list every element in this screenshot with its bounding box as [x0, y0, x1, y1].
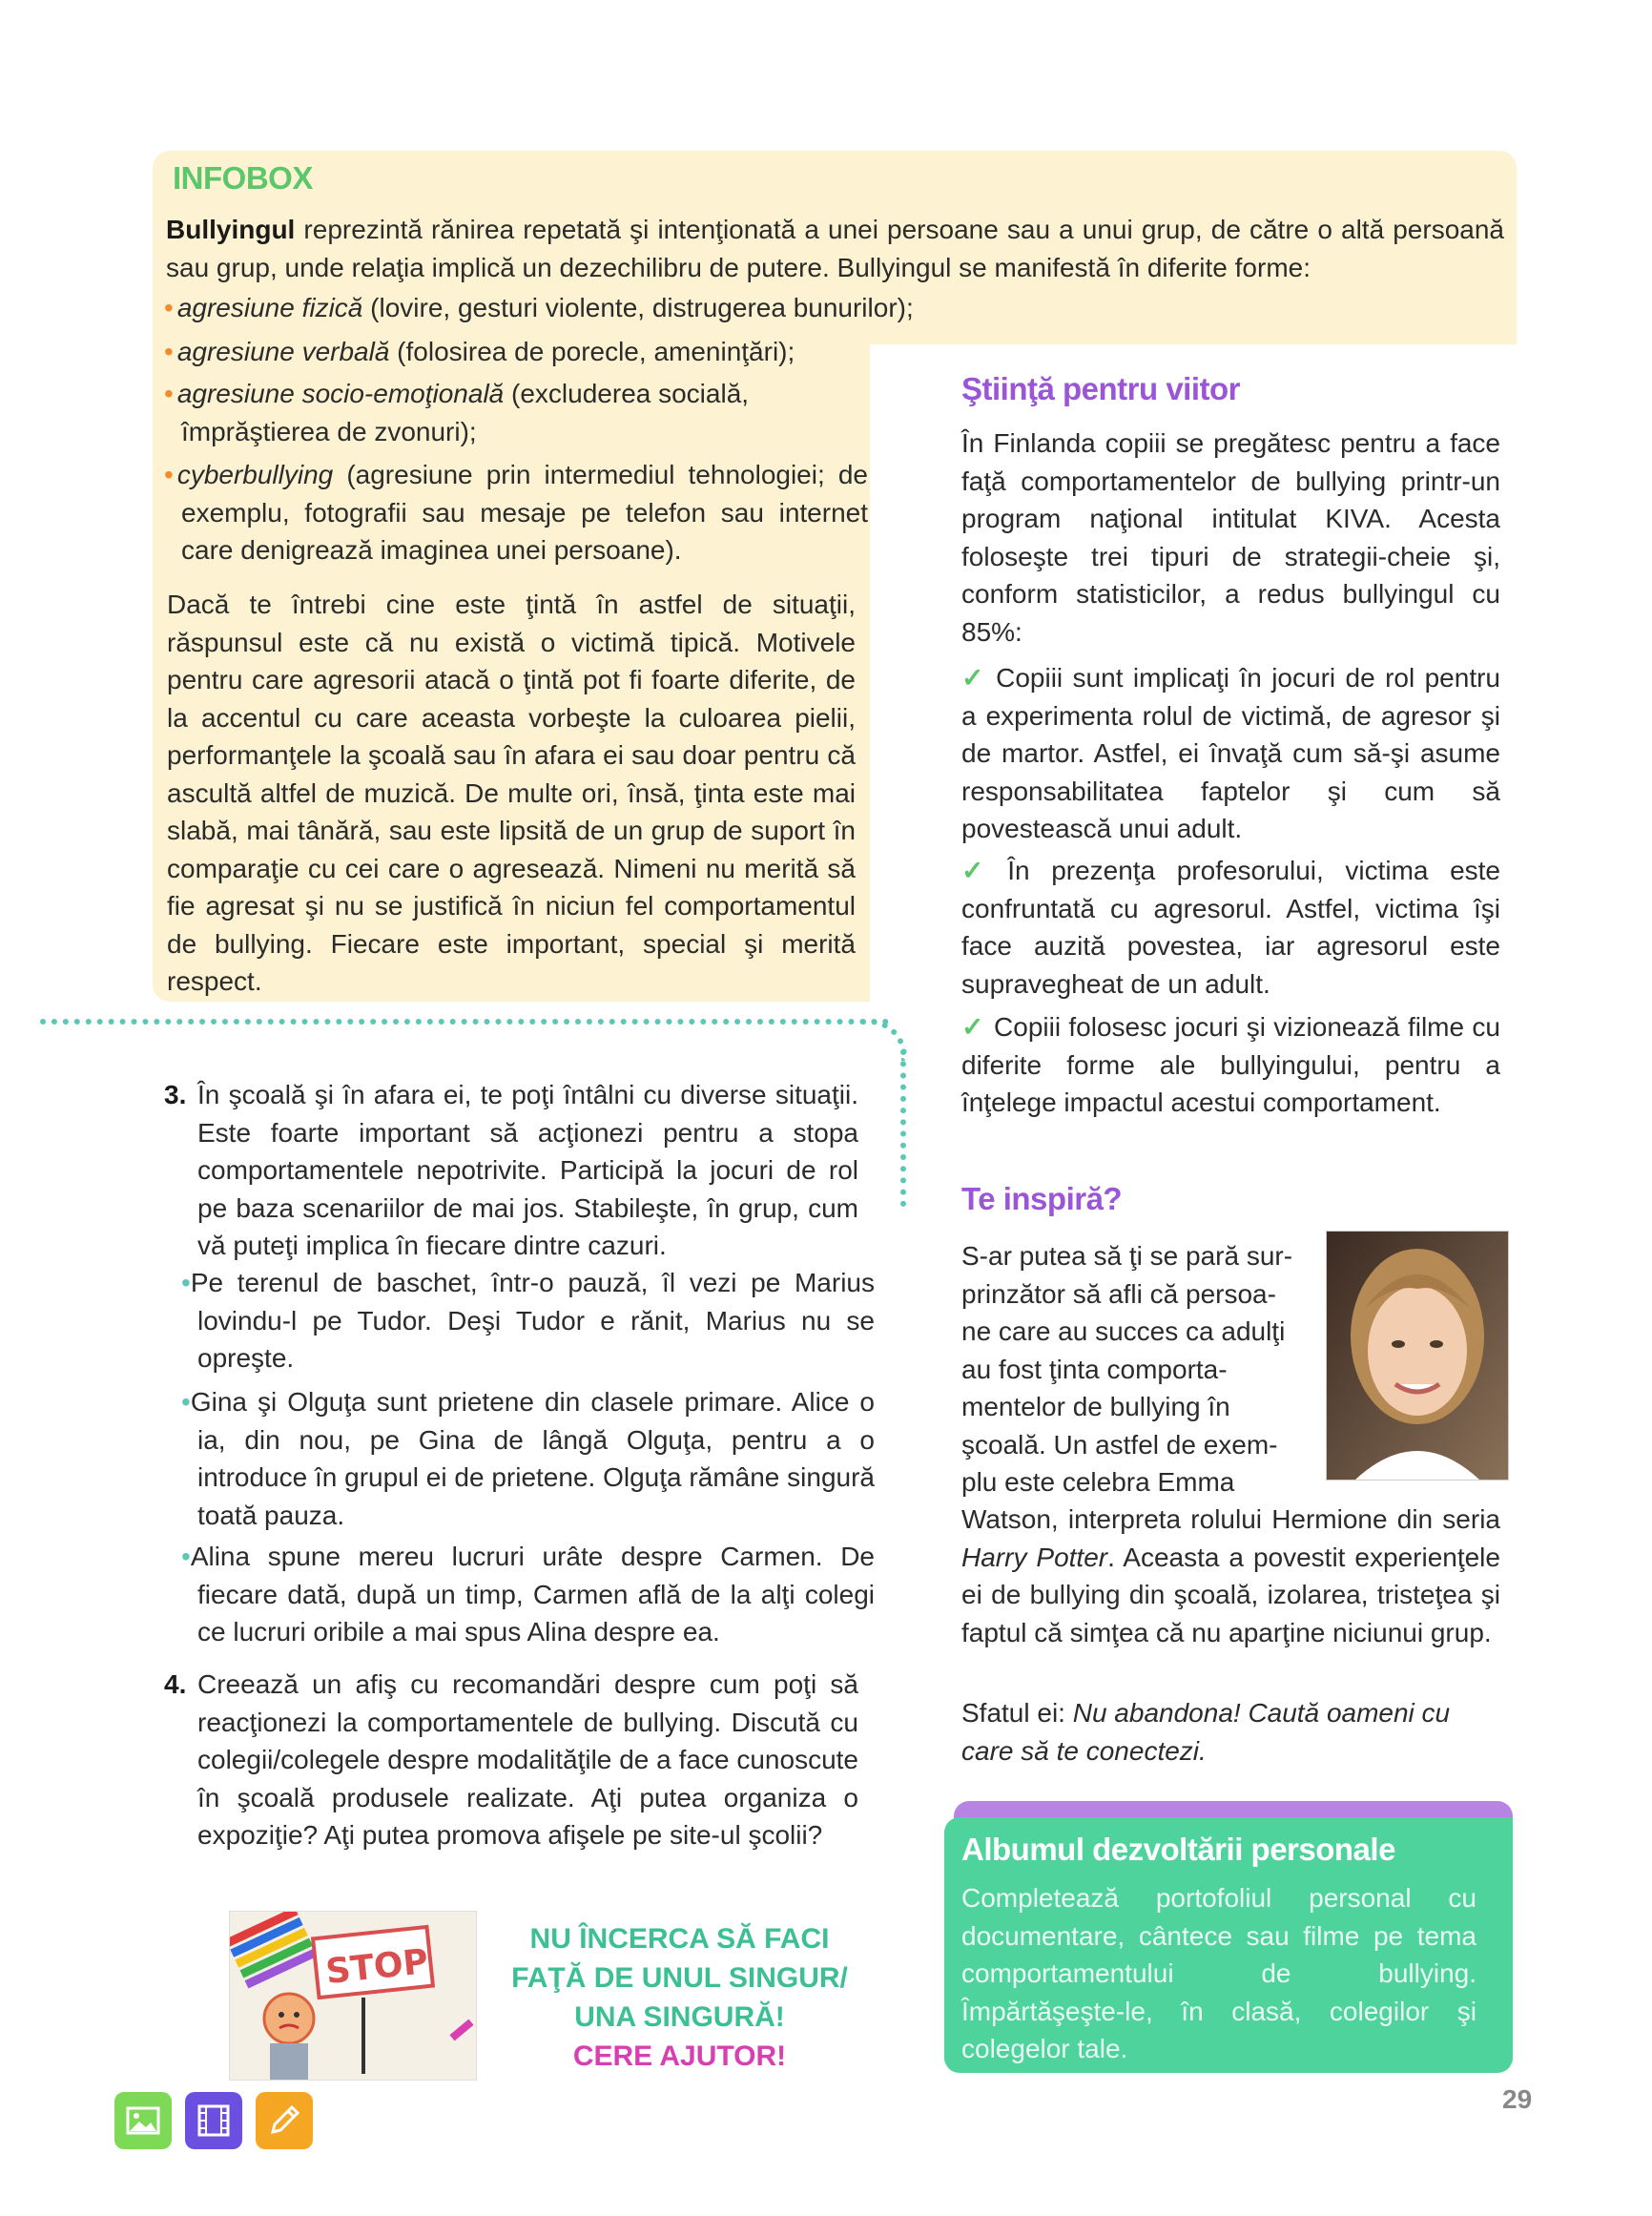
dotted-divider-horizontal — [40, 1019, 889, 1025]
infobox-item-3: • agresiune socio-emoţională (excluderea socială, împrăştierea de zvonuri); — [164, 379, 750, 446]
slogan-line-4: CERE AJUTOR! — [572, 2040, 787, 2072]
infobox-item-4: • cyberbullying (agresiune prin intermediul tehnologiei; de exemplu, fotografii sau mesaje pe telefon sau internet care denigrează imaginea unei persoane). — [164, 460, 868, 565]
inspira-text-beside-photo: S-ar putea să ţi se pară sur- prinzător să afli că persoa- ne care au succes ca adulţi au fost ţinta comporta- mentelor de bullying în şcoală. Un astfel de exem- plu este celebra Emma — [961, 1241, 1293, 1497]
infobox-intro — [166, 211, 1504, 286]
page-number: 29 — [1502, 2084, 1533, 2114]
emma-watson-photo — [1326, 1231, 1509, 1481]
stiinta-intro: În Finlanda copiii se pregătesc pentru a face faţă comportamentelor de bullying printr-un program naţional intitulat KIVA. Acesta foloseşte trei tipuri de strategii-cheie şi, conform statisticilor, a redus bullyingul cu 85%: — [961, 428, 1500, 647]
infobox-item-2: • agresiune verbală (folosirea de porecle, ameninţări); — [164, 337, 795, 366]
exercise-4-text: Creează un afiş cu recomandări despre cum poţi să reacţionezi la comportamentele de bullying. Discută cu colegii/colegele despre modalităţile de a face cunoscute în şcoală produsele realizate. Aţi putea organiza o expoziţie? Aţi putea promova afişele pe site-ul şcolii? — [197, 1669, 858, 1850]
infobox-item-1: • agresiune fizică (lovire, gesturi violente, distrugerea bunurilor); — [164, 293, 914, 322]
exercise-3-bullet-3: •Alina spune mereu lucruri urâte despre Carmen. De fiecare dată, după un timp, Carmen află de la alţi colegi ce lucruri oribile a mai spus Alina despre ea. — [181, 1542, 875, 1646]
stiinta-point-1: ✓ Copiii sunt implicaţi în jocuri de rol pentru a experimenta rolul de victimă, de agresor şi de martor. Astfel, ei învaţă cum să-şi asume responsabilitatea faptelor şi cum să povestească unui adult. — [961, 663, 1501, 843]
film-icon[interactable] — [185, 2092, 242, 2149]
stiinta-title: Ştiinţă pentru viitor — [961, 371, 1241, 406]
exercise-3-bullet-1: •Pe terenul de baschet, într-o pauză, îl vezi pe Marius lovindu-l pe Tudor. Deşi Tudor e rănit, Marius nu se opreşte. — [181, 1268, 875, 1373]
check-icon: ✓ — [961, 1012, 985, 1042]
album-text: Completează portofoliul personal cu documentare, cântece sau filme pe tema comportamentului de bullying. Împărtăşeşte-le, în clasă, colegilor şi colegelor tale. — [961, 1883, 1476, 2063]
image-icon[interactable] — [114, 2092, 172, 2149]
slogan-line-3: UNA SINGURĂ! — [574, 2001, 785, 2033]
inspira-text-rest: Watson, interpreta rolului Hermione din seria Harry Potter. Aceasta a povestit experienţele ei de bullying din şcoală, izolarea, tristeţea şi faptul că simţea că nu aparţine niciunui grup. — [961, 1504, 1500, 1647]
slogan-line-2: FAŢĂ DE UNUL SINGUR/ — [511, 1962, 848, 1994]
stiinta-point-2: ✓ În prezenţa profesorului, victima este confruntată cu agresorul. Astfel, victima îşi face auzită povestea, iar agresorul este supravegheat de un adult. — [961, 856, 1500, 999]
check-icon: ✓ — [961, 663, 987, 693]
exercise-4-number: 4. — [164, 1669, 187, 1699]
stiinta-point-3: ✓ Copiii folosesc jocuri şi vizionează filme cu diferite forme ale bullyingului, pentru a înţelege impactul acestui comportament. — [961, 1012, 1500, 1117]
infobox-intro-text: reprezintă rănirea repetată şi intenţionată a unei persoane sau a unui grup, de către o altă persoană sau grup, unde relaţia implică un dezechilibru de putere. Bullyingul se manifestă în diferite forme: — [166, 215, 1504, 282]
pencil-icon[interactable] — [256, 2092, 313, 2149]
infobox-title: INFOBOX — [173, 160, 313, 196]
inspira-advice: Sfatul ei: Nu abandona! Caută oameni cu care să te conectezi. — [961, 1698, 1451, 1766]
slogan-line-1: NU ÎNCERCA SĂ FACI — [529, 1923, 830, 1955]
slogan — [496, 1919, 863, 2076]
infobox-paragraph: Dacă te întrebi cine este ţintă în astfel de situaţii, răspunsul este că nu există o victimă tipică. Motivele pentru care agresorii atacă o ţintă pot fi foarte diferite, de la accentul cu care aceasta vorbeşte la culoarea pielii, performanţele la şcoală sau în afara ei sau doar pentru că ascultă altfel de muzică. De multe ori, însă, ţinta este mai slabă, mai tânără, sau este lipsită de un grup de suport în comparaţie cu cei care o agresează. Nimeni nu merită să fie agresat şi nu se justifică în niciun fel comportamentul de bullying. Fiecare este important, special şi merită respect. — [167, 590, 856, 996]
exercise-3-number: 3. — [164, 1080, 187, 1109]
album-title: Albumul dezvoltării personale — [961, 1832, 1395, 1867]
stop-drawing-image — [229, 1911, 477, 2081]
dotted-divider-vertical — [900, 1049, 906, 1207]
exercise-3-text: În şcoală şi în afara ei, te poţi întâlni cu diverse situaţii. Este foarte important să acţionezi pentru a stopa comportamentele nepotrivite. Participă la jocuri de rol pe baza scenariilor de mai jos. Stabileşte, în grup, cum vă puteţi implica în fiecare dintre cazuri. — [197, 1080, 858, 1260]
exercise-3-bullet-2: •Gina şi Olguţa sunt prietene din clasele primare. Alice o ia, din nou, pe Gina de lângă Olguţa, pentru a o introduce în grupul ei de prietene. Olguţa rămâne singură toată pauza. — [181, 1387, 875, 1530]
infobox-intro-term: Bullyingul — [166, 215, 296, 244]
stop-sign-text: STOP — [323, 1942, 430, 1993]
stop-drawing-svg — [230, 1912, 476, 2080]
inspira-title: Te inspiră? — [961, 1181, 1123, 1216]
check-icon: ✓ — [961, 856, 999, 885]
